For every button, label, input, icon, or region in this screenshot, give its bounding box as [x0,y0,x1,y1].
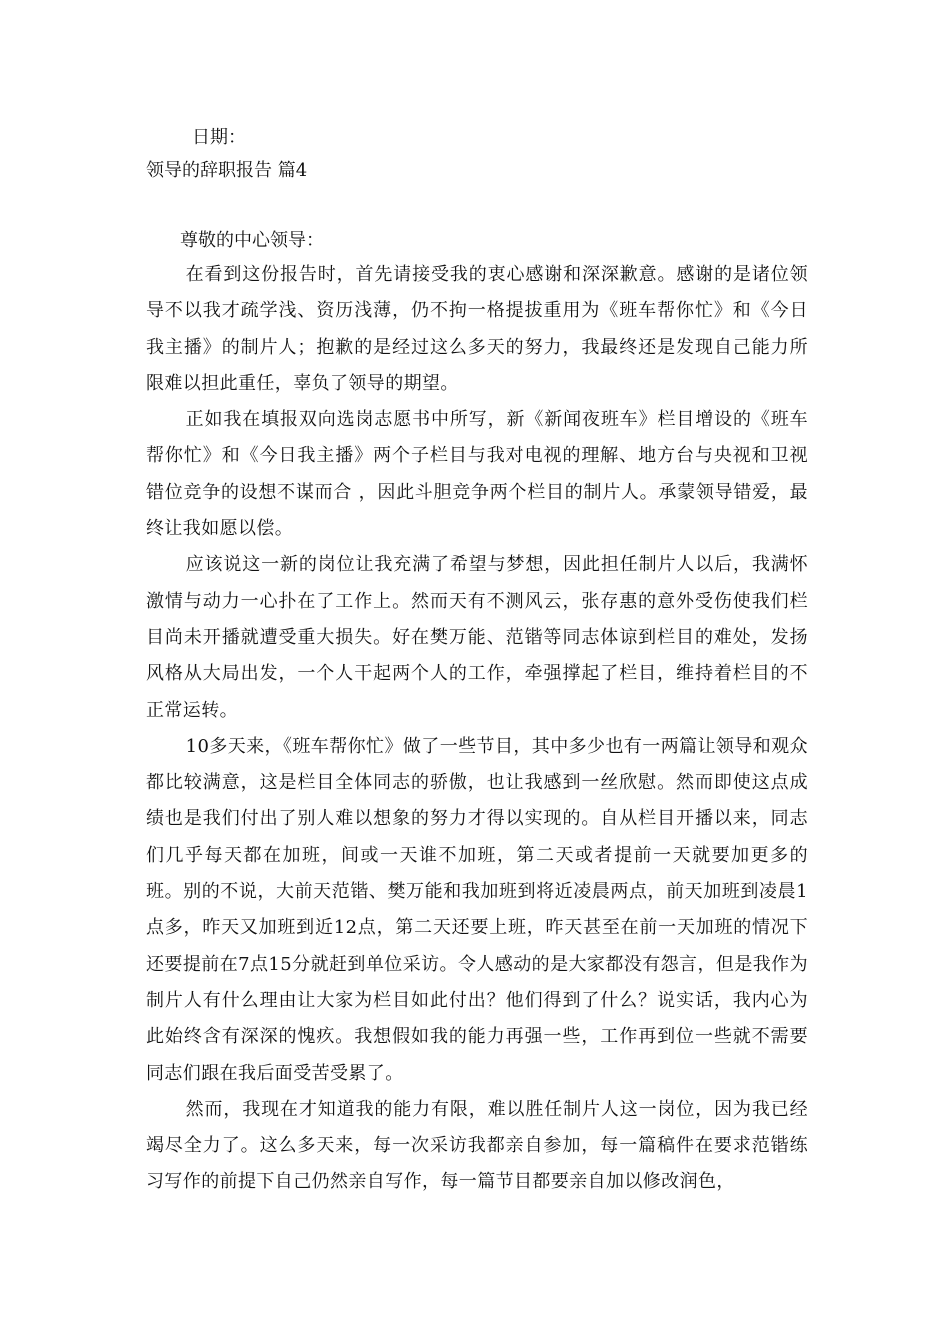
section-title: 领导的辞职报告 篇4 [146,160,308,181]
paragraph-3: 应该说这一新的岗位让我充满了希望与梦想，因此担任制片人以后，我满怀激情与动力一心扑在了工作上。然而天有不测风云，张存惠的意外受伤使我们栏目尚未开播就遭受重大损失。好在樊万能、范锴等同志体谅到栏目的难处，发扬风格从大局出发，一个人干起两个人的工作，牵强撑起了栏目，维持着栏目的不正常运转。 [146,554,808,721]
date-label: 日期： [192,127,246,148]
paragraph-5: 然而，我现在才知道我的能力有限，难以胜任制片人这一岗位，因为我已经竭尽全力了。这么多天来，每一次采访我都亲自参加，每一篇稿件在要求范锴练习写作的前提下自己仍然亲自写作，每一篇节目都要亲自加以修改润色， [146,1098,808,1193]
paragraph-2: 正如我在填报双向选岗志愿书中所写，新《新闻夜班车》栏目增设的《班车帮你忙》和《今日我主播》两个子栏目与我对电视的理解、地方台与央视和卫视错位竞争的设想不谋而合 ，因此斗胆竞争两个栏目的制片人。承蒙领导错爱，最终让我如愿以偿。 [146,409,808,540]
paragraph-1: 在看到这份报告时，首先请接受我的衷心感谢和深深歉意。感谢的是诸位领导不以我才疏学浅、资历浅薄，仍不拘一格提拔重用为《班车帮你忙》和《今日我主播》的制片人；抱歉的是经过这么多天的努力，我最终还是发现自己能力所限难以担此重任，辜负了领导的期望。 [146,264,808,394]
paragraph-4: 10多天来，《班车帮你忙》做了一些节目，其中多少也有一两篇让领导和观众都比较满意，这是栏目全体同志的骄傲，也让我感到一丝欣慰。然而即使这点成绩也是我们付出了别人难以想象的努力才得以实现的。自从栏目开播以来，同志们几乎每天都在加班，间或一天谁不加班，第二天或者提前一天就要加更多的班。别的不说，大前天范锴、樊万能和我加班到将近凌晨两点，前天加班到凌晨1点多，昨天又加班到近12点，第二天还要上班，昨天甚至在前一天加班的情况下还要提前在7点15分就赶到单位采访。令人感动的是大家都没有怨言，但是我作为制片人有什么理由让大家为栏目如此付出？他们得到了什么？说实话，我内心为此始终含有深深的愧疚。我想假如我的能力再强一些，工作再到位一些就不需要同志们跟在我后面受苦受累了。 [146,735,808,1084]
salutation: 尊敬的中心领导： [180,230,324,251]
letter-body [146,257,808,1201]
